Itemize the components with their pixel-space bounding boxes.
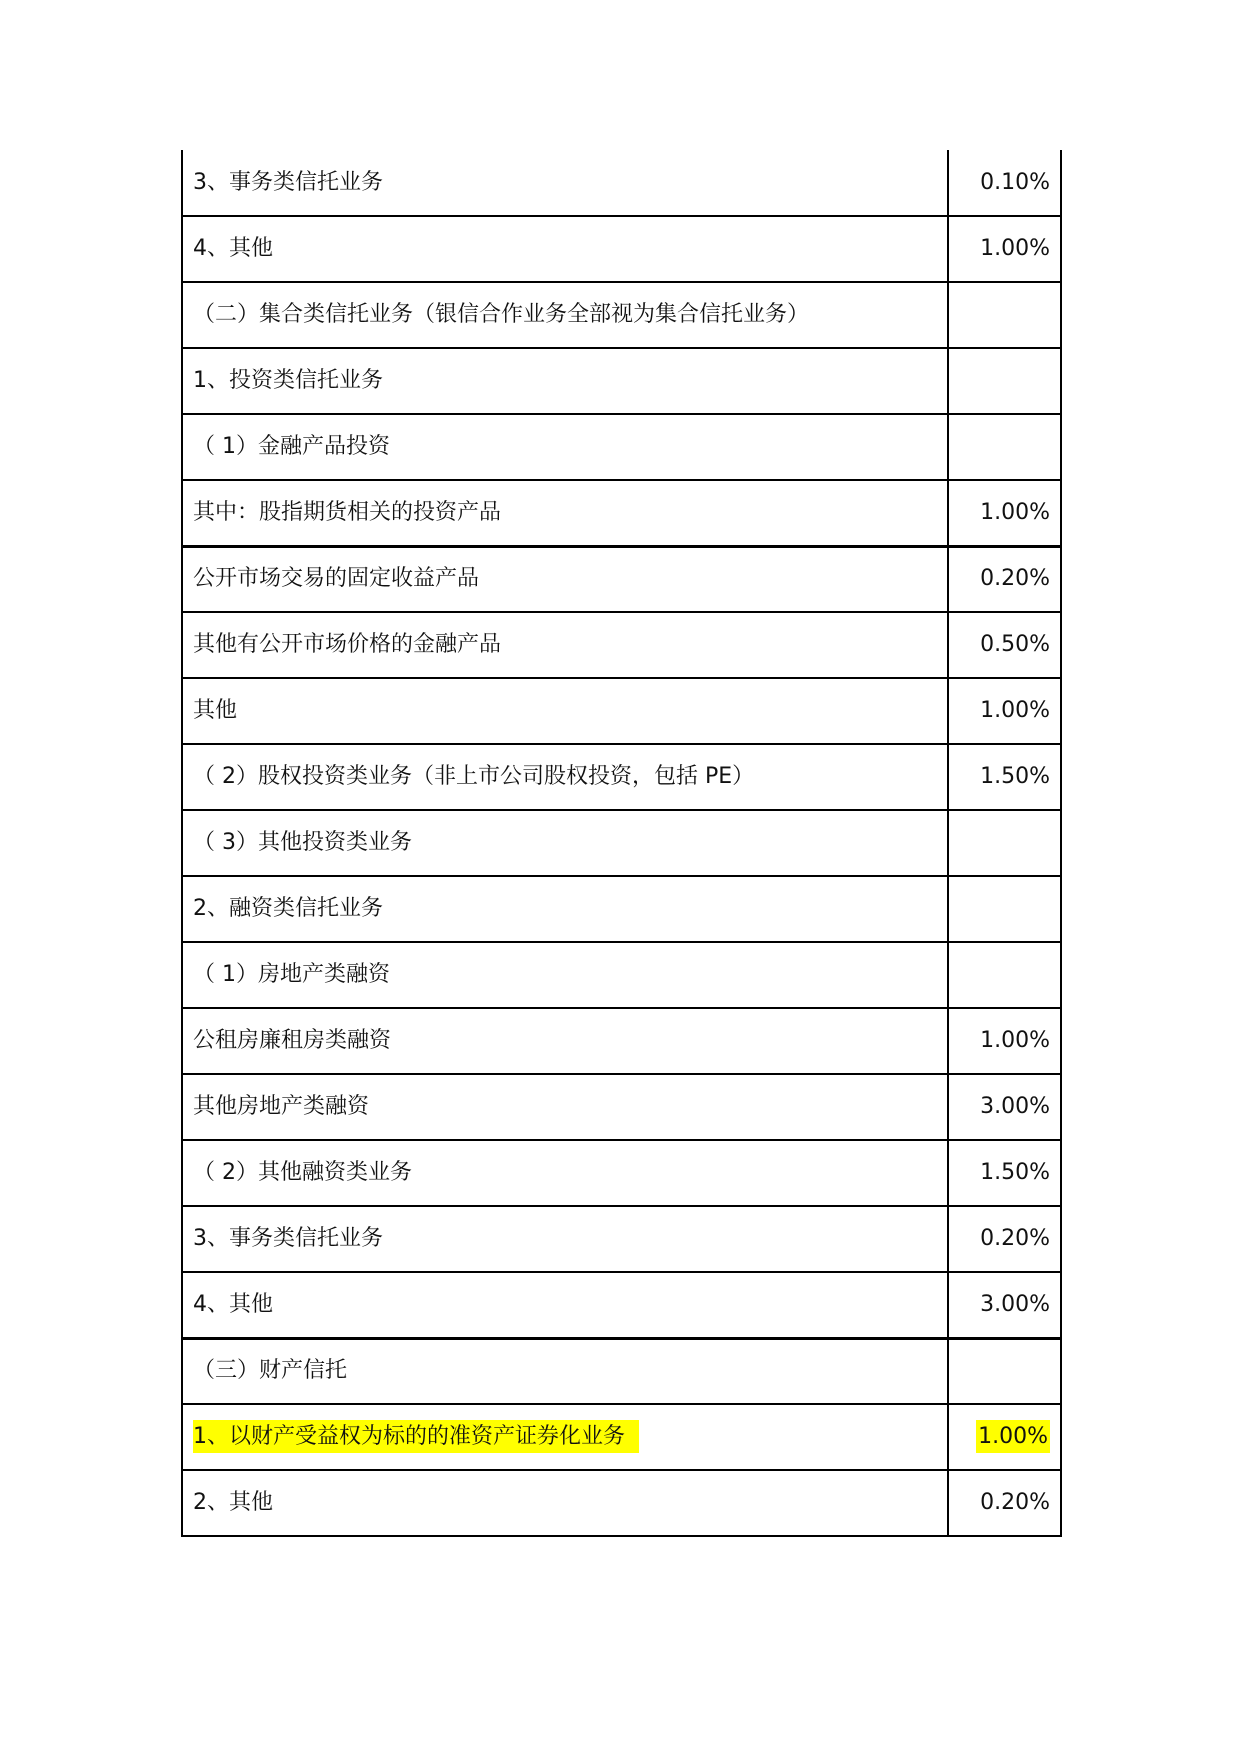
- row-value: 0.20%: [948, 1206, 1061, 1272]
- row-value: 0.10%: [948, 150, 1061, 216]
- row-value: 3.00%: [948, 1272, 1061, 1338]
- table-row: [182, 480, 1061, 546]
- row-value: [948, 876, 1061, 942]
- table-row: [182, 1206, 1061, 1272]
- row-value: 1.50%: [948, 1140, 1061, 1206]
- row-value: 1.00%: [948, 216, 1061, 282]
- row-label: 公开市场交易的固定收益产品: [182, 546, 948, 612]
- table-row: [182, 414, 1061, 480]
- table-row: [182, 1074, 1061, 1140]
- row-label: 其他房地产类融资: [182, 1074, 948, 1140]
- table-row: [182, 612, 1061, 678]
- row-label: 其他: [182, 678, 948, 744]
- table-row: [182, 1140, 1061, 1206]
- row-value: [948, 1404, 1061, 1470]
- row-label: （ 2）其他融资类业务: [182, 1140, 948, 1206]
- table-row: [182, 282, 1061, 348]
- row-label: 4、其他: [182, 216, 948, 282]
- rate-table-container: [181, 150, 1060, 1537]
- highlighted-label: 1、以财产受益权为标的的准资产证券化业务: [193, 1420, 639, 1453]
- table-row: [182, 1338, 1061, 1404]
- row-label: 其中：股指期货相关的投资产品: [182, 480, 948, 546]
- row-label: 其他有公开市场价格的金融产品: [182, 612, 948, 678]
- highlighted-value: 1.00%: [976, 1420, 1050, 1453]
- row-label: （ 2）股权投资类业务（非上市公司股权投资，包括 PE）: [182, 744, 948, 810]
- table-row: [182, 810, 1061, 876]
- table-row: [182, 150, 1061, 216]
- table-row: [182, 744, 1061, 810]
- table-body: [182, 150, 1061, 1536]
- row-value: 1.00%: [948, 1008, 1061, 1074]
- row-value: 1.50%: [948, 744, 1061, 810]
- row-label: 2、融资类信托业务: [182, 876, 948, 942]
- row-value: [948, 282, 1061, 348]
- row-label: （ 1）金融产品投资: [182, 414, 948, 480]
- row-value: [948, 414, 1061, 480]
- table-row-highlighted: [182, 1404, 1061, 1470]
- row-label: （二）集合类信托业务（银信合作业务全部视为集合信托业务）: [182, 282, 948, 348]
- table-row: [182, 876, 1061, 942]
- row-value: [948, 810, 1061, 876]
- row-value: 0.20%: [948, 1470, 1061, 1536]
- trust-rate-table: [181, 150, 1062, 1537]
- row-label: 公租房廉租房类融资: [182, 1008, 948, 1074]
- row-label: [182, 1404, 948, 1470]
- table-row: [182, 942, 1061, 1008]
- table-row: [182, 348, 1061, 414]
- row-label: （ 1）房地产类融资: [182, 942, 948, 1008]
- row-label: 3、事务类信托业务: [182, 1206, 948, 1272]
- row-value: 0.50%: [948, 612, 1061, 678]
- row-label: 3、事务类信托业务: [182, 150, 948, 216]
- table-row: [182, 216, 1061, 282]
- table-row: [182, 678, 1061, 744]
- table-row: [182, 1008, 1061, 1074]
- table-row: [182, 546, 1061, 612]
- row-value: 1.00%: [948, 678, 1061, 744]
- table-row: [182, 1272, 1061, 1338]
- row-label: 1、投资类信托业务: [182, 348, 948, 414]
- row-value: 1.00%: [948, 480, 1061, 546]
- row-label: （三）财产信托: [182, 1338, 948, 1404]
- row-label: 4、其他: [182, 1272, 948, 1338]
- row-value: [948, 1338, 1061, 1404]
- row-value: 0.20%: [948, 546, 1061, 612]
- row-label: 2、其他: [182, 1470, 948, 1536]
- row-value: [948, 942, 1061, 1008]
- row-value: [948, 348, 1061, 414]
- row-label: （ 3）其他投资类业务: [182, 810, 948, 876]
- table-row: [182, 1470, 1061, 1536]
- row-value: 3.00%: [948, 1074, 1061, 1140]
